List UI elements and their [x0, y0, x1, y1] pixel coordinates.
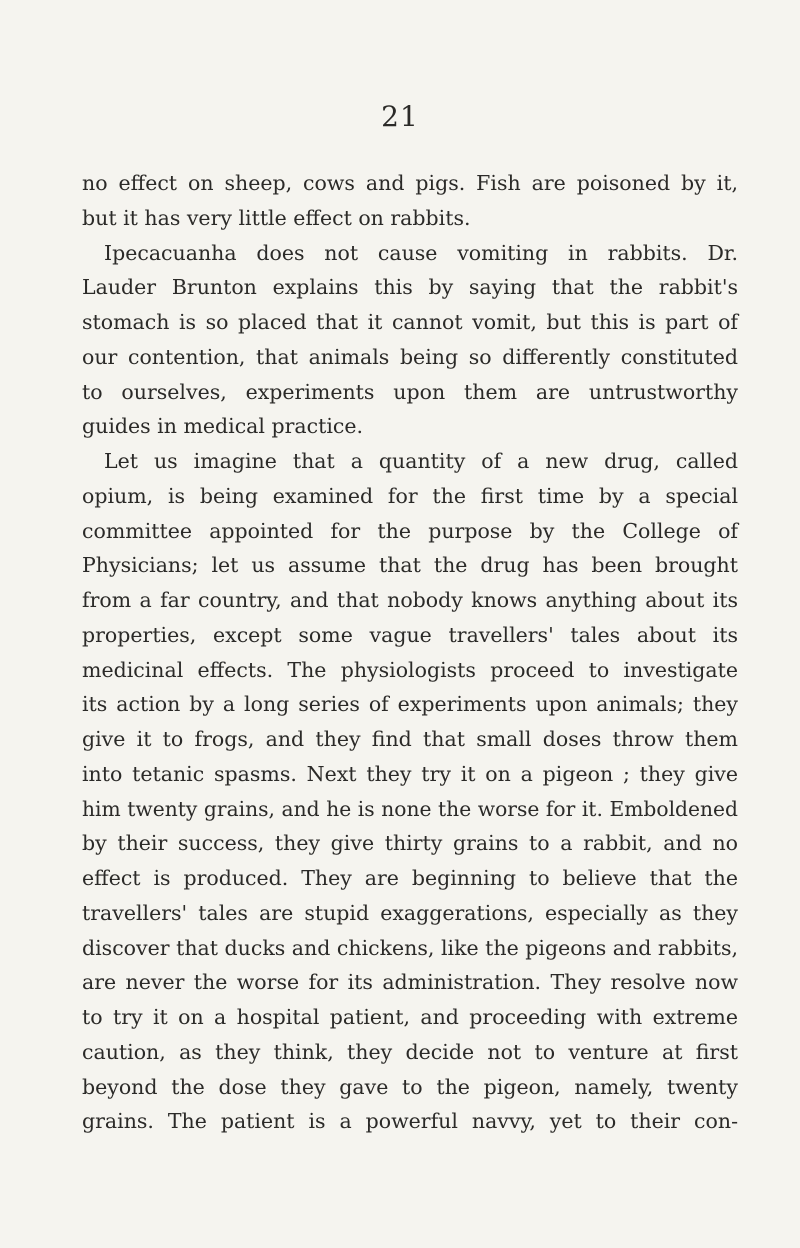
text-line: beyond the dose they gave to the pigeon, namely, twenty: [82, 1074, 738, 1099]
text-line: opium, is being examined for the first time by a special: [82, 483, 738, 508]
page-number: 21: [381, 100, 419, 133]
text-line: by their success, they give thirty grains to a rabbit, and no: [82, 831, 738, 856]
text-line: caution, as they think, they decide not to venture at first: [82, 1039, 738, 1064]
text-line: him twenty grains, and he is none the worse for it. Emboldened: [82, 796, 738, 821]
text-line: medicinal effects. The physiologists proceed to investigate: [82, 657, 738, 682]
text-line: discover that ducks and chickens, like the pigeons and rabbits,: [82, 935, 738, 960]
text-line: travellers' tales are stupid exaggerations, especially as they: [82, 900, 738, 925]
text-line: from a far country, and that nobody knows anything about its: [82, 588, 738, 612]
text-line: effect is produced. They are beginning to believe that the: [82, 866, 738, 890]
text-line: to try it on a hospital patient, and proceeding with extreme: [82, 1005, 738, 1029]
text-line: Lauder Brunton explains this by saying that the rabbit's: [82, 275, 738, 300]
text-line: Let us imagine that a quantity of a new drug, called: [104, 449, 738, 473]
text-line: no effect on sheep, cows and pigs. Fish are poisoned by it,: [82, 171, 738, 195]
text-line: into tetanic spasms. Next they try it on a pigeon ; they give: [82, 761, 738, 786]
text-line: its action by a long series of experiments upon animals; they: [82, 692, 738, 717]
text-line: stomach is so placed that it cannot vomit, but this is part of: [82, 310, 738, 334]
text-line: Physicians; let us assume that the drug has been brought: [82, 553, 738, 578]
text-line: our contention, that animals being so differently constituted: [82, 344, 738, 369]
text-line: to ourselves, experiments upon them are untrustworthy: [82, 379, 738, 404]
text-line: give it to frogs, and they find that small doses throw them: [82, 727, 738, 751]
text-line: but it has very little effect on rabbits.: [82, 205, 471, 230]
body-text: [82, 166, 738, 1139]
text-line: properties, except some vague travellers' tales about its: [82, 622, 738, 647]
text-line: grains. The patient is a powerful navvy, yet to their con-: [82, 1109, 738, 1134]
text-line: committee appointed for the purpose by the College of: [82, 518, 738, 543]
text-line: guides in medical practice.: [82, 414, 364, 439]
text-line: are never the worse for its administration. They resolve now: [82, 970, 738, 995]
text-line: Ipecacuanha does not cause vomiting in rabbits. Dr.: [104, 240, 738, 265]
